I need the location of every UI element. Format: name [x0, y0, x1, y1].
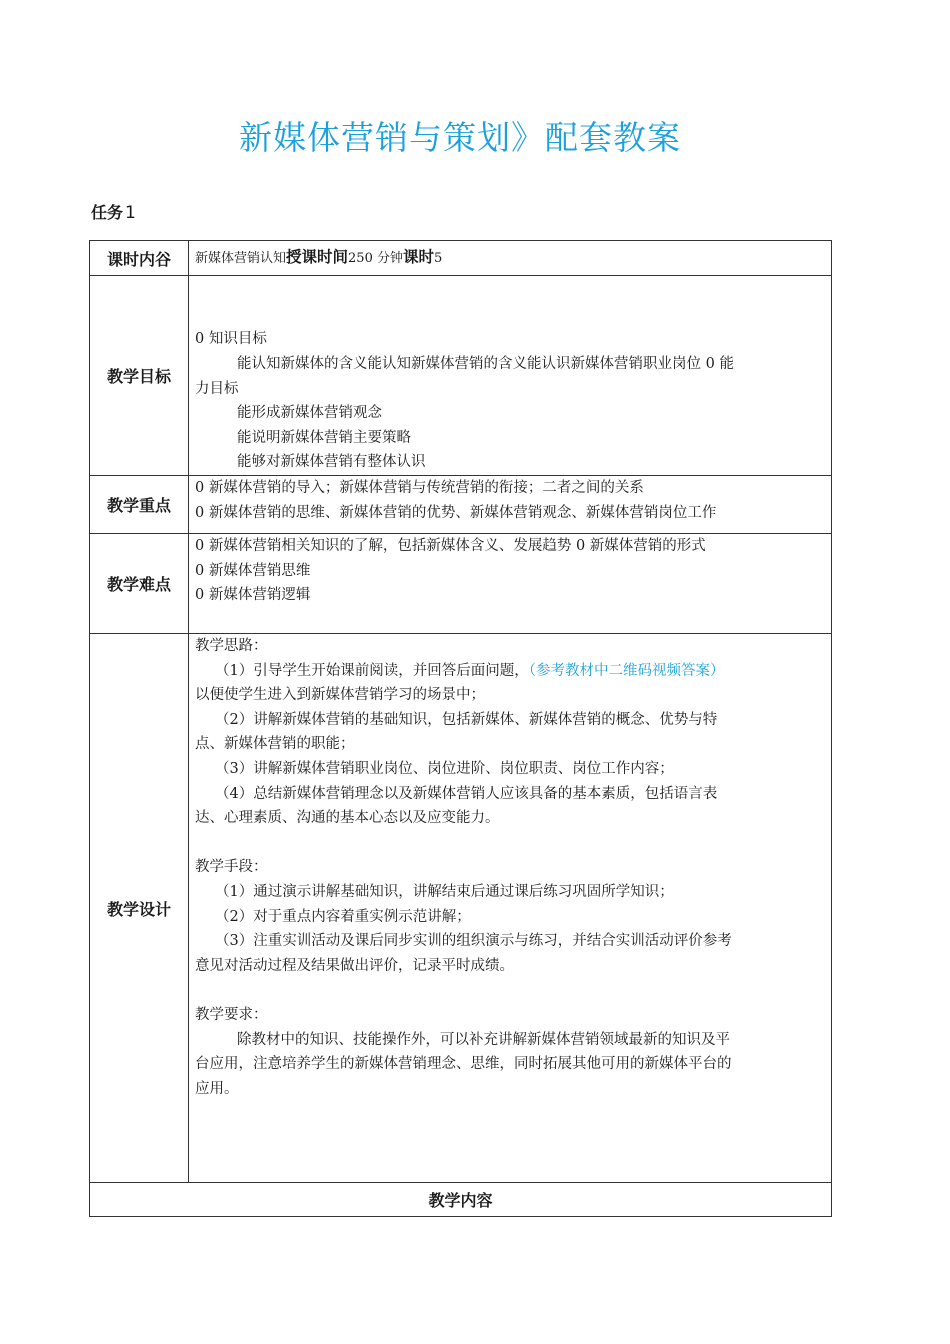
difficulty-line: 0 新媒体营销思维 [195, 562, 311, 579]
requirements-text-cont: 台应用，注意培养学生的新媒体营销理念、思维，同时拓展其他可用的新媒体平台的 [195, 1056, 732, 1073]
label-objectives: 教学目标 [90, 276, 189, 476]
lesson-topic: 新媒体营销认知 [195, 251, 287, 266]
document-title: 新媒体营销与策划》配套教案 [239, 118, 681, 157]
label-design: 教学设计 [90, 634, 189, 1183]
requirements-text: 除教材中的知识、技能操作外，可以补充讲解新媒体营销领域最新的知识及平 [237, 1031, 730, 1048]
hours-value: 5 [434, 251, 443, 266]
time-label: 授课时间 [286, 248, 349, 266]
row-content-footer [90, 1183, 832, 1217]
means-item-3-cont: 意见对活动过程及结果做出评价，记录平时成绩。 [195, 957, 514, 974]
task-heading [91, 200, 136, 223]
task-number: 1 [125, 203, 136, 223]
key-point-line: 0 新媒体营销的导入；新媒体营销与传统营销的衔接；二者之间的关系 [195, 480, 644, 496]
difficulties-cell [189, 534, 832, 634]
lesson-content-cell [189, 241, 832, 276]
row-lesson-content [90, 241, 832, 276]
hours-label: 课时 [402, 248, 434, 266]
row-design [90, 634, 832, 1183]
reference-note: （参考教材中二维码视频答案） [528, 662, 725, 679]
means-item-1: （1）通过演示讲解基础知识，讲解结束后通过课后练习巩固所学知识； [215, 883, 674, 900]
objective-line: 能形成新媒体营销观念 [237, 405, 382, 422]
thinking-item-4-cont: 达、心理素质、沟通的基本心态以及应变能力。 [195, 810, 500, 827]
objective-line: 能够对新媒体营销有整体认识 [237, 454, 426, 471]
lesson-plan-table [89, 240, 832, 1217]
spacer [195, 978, 825, 1003]
thinking-title: 教学思路： [195, 638, 268, 654]
objectives-cell [189, 276, 832, 476]
objective-line: 能认知新媒体的含义能认知新媒体营销的含义能认识新媒体营销职业岗位 0 能 [237, 356, 734, 373]
key-points-cell [189, 476, 832, 534]
means-item-2: （2）对于重点内容着重实例示范讲解； [215, 908, 471, 925]
label-difficulties: 教学难点 [90, 534, 189, 634]
thinking-item-4: （4）总结新媒体营销理念以及新媒体营销人应该具备的基本素质，包括语言表 [215, 785, 718, 802]
requirements-text-end: 应用。 [195, 1080, 239, 1097]
content-heading: 教学内容 [90, 1183, 832, 1217]
thinking-item-1-text: （1）引导学生开始课前阅读，并回答后面问题， [215, 662, 529, 679]
thinking-item-2-cont: 点、新媒体营销的职能； [195, 736, 355, 753]
thinking-item-1 [195, 659, 825, 684]
difficulty-line: 0 新媒体营销相关知识的了解，包括新媒体含义、发展趋势 0 新媒体营销的形式 [195, 538, 706, 554]
objective-line: 力目标 [195, 380, 239, 397]
label-lesson-content: 课时内谷 [90, 241, 189, 276]
means-item-3: （3）注重实训活动及课后同步实训的组织演示与练习，并结合实训活动评价参考 [215, 933, 732, 950]
task-label: 任务 [91, 203, 124, 222]
difficulty-line: 0 新媒体营销逻辑 [195, 587, 311, 604]
time-value: 250 分钟 [348, 251, 403, 266]
thinking-item-1-cont: 以便使学生进入到新媒体营销学习的场景中； [195, 687, 485, 704]
objective-line: 0 知识目标 [195, 331, 267, 348]
lesson-info-line [195, 241, 825, 275]
row-key-points [90, 476, 832, 534]
label-key-points: 教学重点 [90, 476, 189, 534]
thinking-item-3: （3）讲解新媒体营销职业岗位、岗位进阶、岗位职责、岗位工作内容； [215, 760, 674, 777]
design-cell [189, 634, 832, 1183]
requirements-title: 教学要求： [195, 1006, 268, 1023]
thinking-item-2: （2）讲解新媒体营销的基础知识，包括新媒体、新媒体营销的概念、优势与特 [215, 711, 718, 728]
key-point-line: 0 新媒体营销的思维、新媒体营销的优势、新媒体营销观念、新媒体营销岗位工作 [195, 504, 717, 521]
row-objectives [90, 276, 832, 476]
objective-line: 能说明新媒体营销主要策略 [237, 429, 411, 446]
means-title: 教学手段： [195, 859, 268, 876]
row-difficulties [90, 534, 832, 634]
spacer [195, 831, 825, 856]
